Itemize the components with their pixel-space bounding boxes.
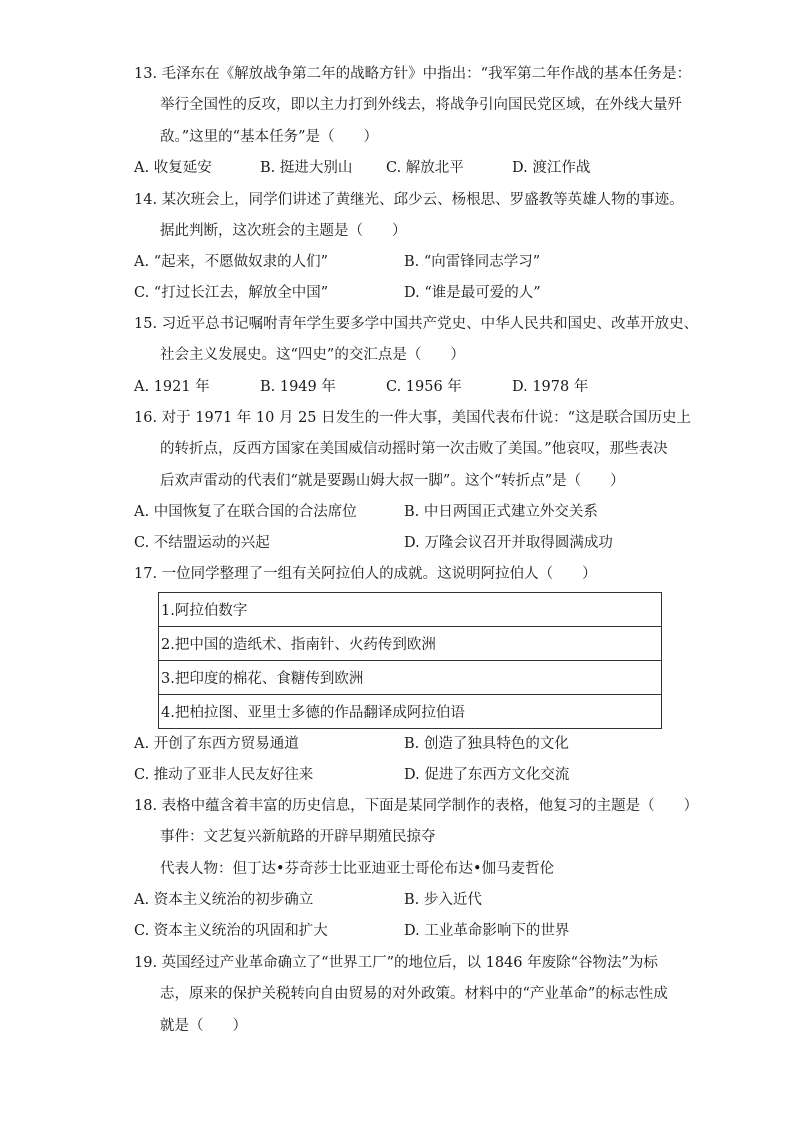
question-13 xyxy=(134,59,692,153)
option-17-c[interactable]: C. 推动了亚非人民友好往来 xyxy=(134,767,314,784)
option-17-d[interactable]: D. 促进了东西方文化交流 xyxy=(404,767,570,784)
question-18 xyxy=(134,791,699,822)
option-16-a[interactable]: A. 中国恢复了在联合国的合法席位 xyxy=(134,504,357,520)
question-17-options xyxy=(134,729,674,792)
question-15-options xyxy=(134,372,674,403)
question-18-line-1: 18. 表格中蕴含着丰富的历史信息，下面是某同学制作的表格，他复习的主题是（ ） xyxy=(134,798,699,814)
option-16-b[interactable]: B. 中日两国正式建立外交关系 xyxy=(404,504,598,520)
question-13-line-2: 举行全国性的反攻，即以主力打到外线去，将战争引向国民党区域，在外线大量歼 xyxy=(160,97,682,114)
table-row: 3.把印度的棉花、食糖传到欧洲 xyxy=(159,661,662,695)
option-15-d[interactable]: D. 1978 年 xyxy=(512,379,589,395)
question-14-line-1: 14. 某次班会上，同学们讲述了黄继光、邱少云、杨根思、罗盛教等英雄人物的事迹。 xyxy=(134,192,684,208)
question-14-options xyxy=(134,247,674,310)
question-13-line-1: 13. 毛泽东在《解放战争第二年的战略方针》中指出：“我军第二年作战的基本任务是： xyxy=(134,66,692,82)
table-row: 1.阿拉伯数字 xyxy=(159,593,662,627)
option-15-b[interactable]: B. 1949 年 xyxy=(260,379,336,395)
question-17 xyxy=(134,559,674,590)
question-18-event: 事件：文艺复兴新航路的开辟早期殖民掠夺 xyxy=(160,829,436,845)
question-13-line-3: 敌。”这里的“基本任务”是（ ） xyxy=(160,128,378,145)
option-15-c[interactable]: C. 1956 年 xyxy=(386,379,462,395)
question-19 xyxy=(134,948,674,1042)
arab-achievements-table xyxy=(158,592,662,729)
option-18-a[interactable]: A. 资本主义统治的初步确立 xyxy=(134,892,314,908)
option-14-c[interactable]: C. “打过长江去，解放全中国” xyxy=(134,285,329,302)
question-19-line-2: 志，原来的保护关税转向自由贸易的对外政策。材料中的“产业革命”的标志性成 xyxy=(160,986,668,1003)
question-16-line-2: 的转折点，反西方国家在美国威信动摇时第一次击败了美国。”他哀叹，那些表决 xyxy=(160,441,668,458)
option-14-b[interactable]: B. “向雷锋同志学习” xyxy=(404,254,541,270)
option-13-d[interactable]: D. 渡江作战 xyxy=(512,160,591,176)
question-19-line-1: 19. 英国经过产业革命确立了“世界工厂”的地位后，以 1846 年废除“谷物法”为标 xyxy=(134,955,658,971)
question-16-line-1: 16. 对于 1971 年 10 月 25 日发生的一件大事，美国代表布什说：“这是联合国历史上 xyxy=(134,410,692,426)
question-16-options xyxy=(134,497,674,560)
option-16-d[interactable]: D. 万隆会议召开并取得圆满成功 xyxy=(404,535,613,552)
option-14-a[interactable]: A. “起来，不愿做奴隶的人们” xyxy=(134,254,329,270)
option-18-b[interactable]: B. 步入近代 xyxy=(404,892,482,908)
option-13-c[interactable]: C. 解放北平 xyxy=(386,160,464,176)
option-13-a[interactable]: A. 收复延安 xyxy=(134,160,212,176)
question-18-people: 代表人物：但丁达•芬奇莎士比亚迪亚士哥伦布达•伽马麦哲伦 xyxy=(160,861,555,877)
question-18-options xyxy=(134,885,674,948)
table-row: 2.把中国的造纸术、指南针、火药传到欧洲 xyxy=(159,627,662,661)
option-18-d[interactable]: D. 工业革命影响下的世界 xyxy=(404,923,570,940)
option-17-a[interactable]: A. 开创了东西方贸易通道 xyxy=(134,736,299,752)
question-15 xyxy=(134,309,699,372)
option-16-c[interactable]: C. 不结盟运动的兴起 xyxy=(134,535,270,552)
question-19-line-3: 就是（ ） xyxy=(160,1017,247,1034)
question-16-line-3: 后欢声雷动的代表们“就是要踢山姆大叔一脚”。这个“转折点”是（ ） xyxy=(160,472,625,489)
option-15-a[interactable]: A. 1921 年 xyxy=(134,379,210,395)
table-row: 4.把柏拉图、亚里士多德的作品翻译成阿拉伯语 xyxy=(159,695,662,729)
question-16 xyxy=(134,403,692,497)
option-13-b[interactable]: B. 挺进大别山 xyxy=(260,160,353,176)
question-13-options xyxy=(134,153,674,184)
question-14 xyxy=(134,185,684,248)
option-14-d[interactable]: D. “谁是最可爱的人” xyxy=(404,285,541,302)
question-15-line-1: 15. 习近平总书记嘱咐青年学生要多学中国共产党史、中华人民共和国史、改革开放史、 xyxy=(134,316,699,332)
question-17-line-1: 17. 一位同学整理了一组有关阿拉伯人的成就。这说明阿拉伯人（ ） xyxy=(134,566,597,582)
option-18-c[interactable]: C. 资本主义统治的巩固和扩大 xyxy=(134,923,328,940)
question-14-line-2: 据此判断，这次班会的主题是（ ） xyxy=(160,223,407,240)
option-17-b[interactable]: B. 创造了独具特色的文化 xyxy=(404,736,569,752)
question-15-line-2: 社会主义发展史。这“四史”的交汇点是（ ） xyxy=(160,347,465,364)
